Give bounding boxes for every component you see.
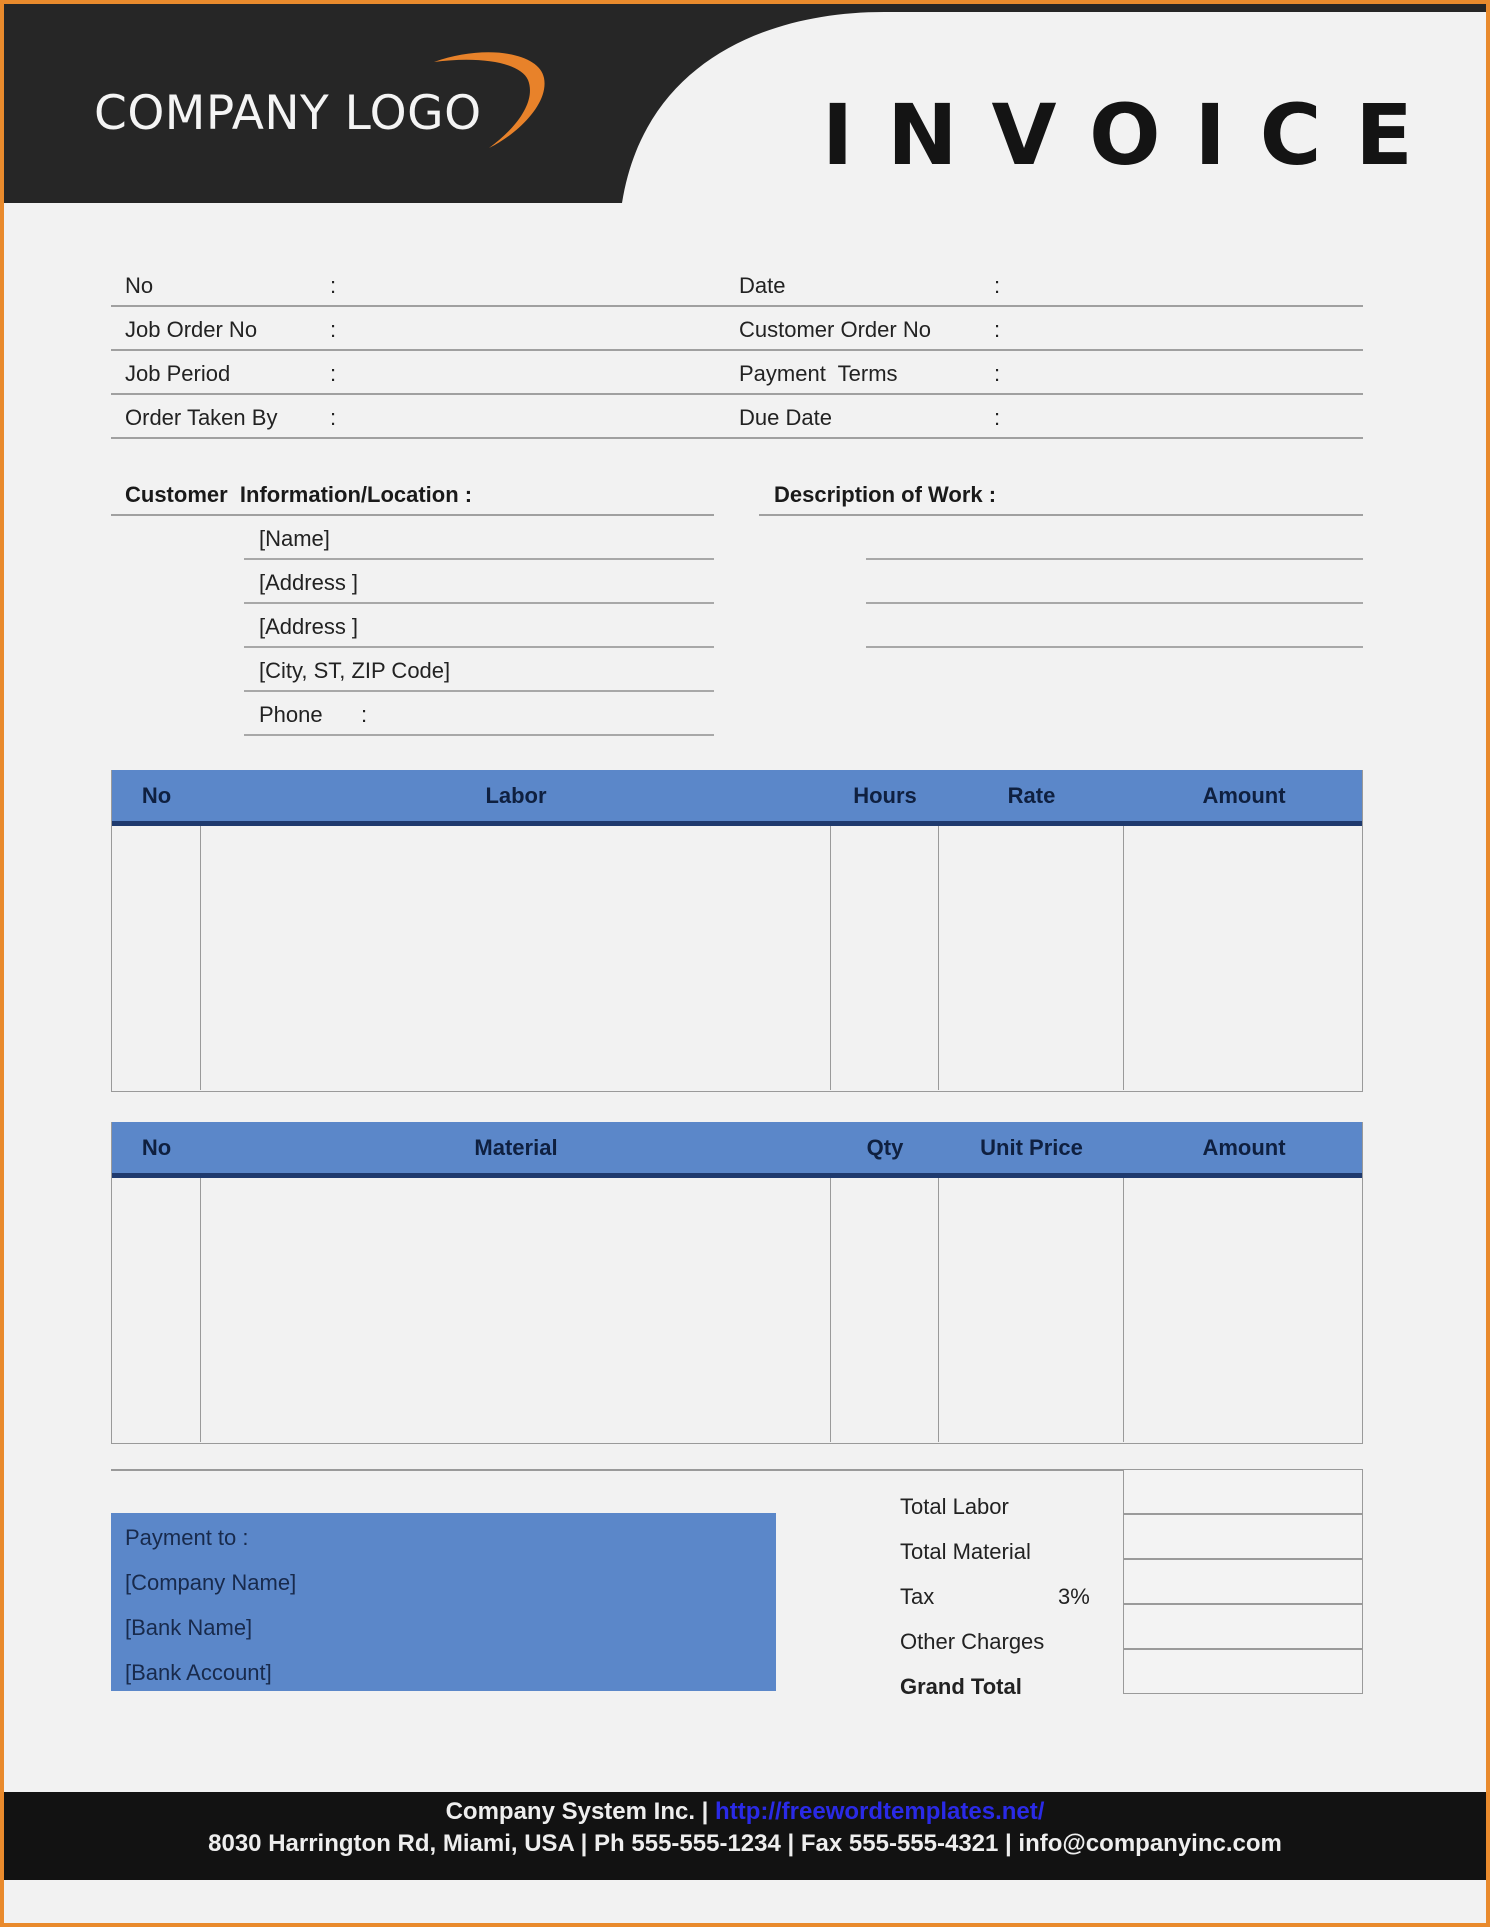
description-line-2[interactable] xyxy=(866,560,1363,604)
customer-address-text-1: [Address ] xyxy=(259,570,359,595)
labor-table xyxy=(111,770,1363,1092)
customer-info-heading xyxy=(111,472,714,516)
field-no[interactable] xyxy=(111,263,710,307)
field-label: Date xyxy=(739,273,786,298)
description-heading xyxy=(759,472,1363,516)
field-payment-terms[interactable] xyxy=(710,351,1363,395)
field-due-date[interactable] xyxy=(710,395,1363,439)
material-table-header xyxy=(112,1122,1362,1178)
field-label: Customer Order No xyxy=(739,317,931,342)
tax-label: Tax xyxy=(900,1584,935,1609)
other-charges-label: Other Charges xyxy=(900,1629,1045,1654)
field-separator: : xyxy=(994,317,1001,342)
labor-col-labor: Labor xyxy=(485,783,547,808)
total-material-value[interactable] xyxy=(1123,1514,1363,1559)
material-table xyxy=(111,1122,1363,1444)
field-separator: : xyxy=(994,405,1001,430)
labor-col-hours: Hours xyxy=(853,783,917,808)
labor-cell-no[interactable] xyxy=(112,826,201,1090)
description-line-1[interactable] xyxy=(866,516,1363,560)
field-order-taken-by[interactable] xyxy=(111,395,710,439)
tax-value[interactable] xyxy=(1123,1559,1363,1604)
labor-col-amount: Amount xyxy=(1202,783,1286,808)
field-job-period[interactable] xyxy=(111,351,710,395)
labor-table-body[interactable] xyxy=(112,826,1362,1090)
customer-name-text: [Name] xyxy=(259,526,330,551)
field-separator: : xyxy=(330,361,337,386)
customer-phone-separator: : xyxy=(361,702,368,727)
field-label: Job Period xyxy=(125,361,231,386)
field-customer-order-no[interactable] xyxy=(710,307,1363,351)
material-col-amount: Amount xyxy=(1202,1135,1286,1160)
payment-company-name: [Company Name] xyxy=(125,1570,297,1595)
material-col-qty: Qty xyxy=(866,1135,904,1160)
invoice-page xyxy=(4,4,1486,1923)
footer-line-1 xyxy=(4,1798,1486,1826)
description-heading-text: Description of Work : xyxy=(774,482,997,507)
field-separator: : xyxy=(330,317,337,342)
field-separator: : xyxy=(994,273,1001,298)
field-label: Payment Terms xyxy=(739,361,898,386)
total-labor-label: Total Labor xyxy=(900,1494,1009,1519)
labor-col-no: No xyxy=(141,783,172,808)
labor-table-header xyxy=(112,770,1362,826)
customer-address-field-1[interactable] xyxy=(244,560,714,604)
grand-total-label: Grand Total xyxy=(900,1674,1022,1699)
customer-phone-label: Phone xyxy=(259,702,323,727)
material-col-material: Material xyxy=(474,1135,558,1160)
field-separator: : xyxy=(994,361,1001,386)
payment-bank-account: [Bank Account] xyxy=(125,1660,272,1685)
field-separator: : xyxy=(330,405,337,430)
material-table-body[interactable] xyxy=(112,1178,1362,1442)
customer-name-field[interactable] xyxy=(244,516,714,560)
material-cell-unit-price[interactable] xyxy=(939,1178,1124,1442)
field-label: Due Date xyxy=(739,405,832,430)
material-col-no: No xyxy=(141,1135,172,1160)
material-cell-material[interactable] xyxy=(201,1178,831,1442)
customer-info-heading-text: Customer Information/Location : xyxy=(125,482,473,507)
labor-col-rate: Rate xyxy=(1007,783,1056,808)
grand-total-value[interactable] xyxy=(1123,1649,1363,1694)
footer-address: 8030 Harrington Rd, Miami, USA | Ph 555-555-1234 | Fax 555-555-4321 | info@companyinc.com xyxy=(208,1830,1282,1857)
payment-heading: Payment to : xyxy=(125,1525,249,1550)
footer-company: Company System Inc. | xyxy=(445,1798,716,1825)
field-date[interactable] xyxy=(710,263,1363,307)
payment-bank-name: [Bank Name] xyxy=(125,1615,253,1640)
labor-cell-rate[interactable] xyxy=(939,826,1124,1090)
logo-swoosh-icon xyxy=(424,48,574,163)
company-logo-text: COMPANY LOGO xyxy=(94,86,482,141)
customer-city-text: [City, ST, ZIP Code] xyxy=(259,658,451,683)
customer-address-field-2[interactable] xyxy=(244,604,714,648)
material-cell-no[interactable] xyxy=(112,1178,201,1442)
labor-cell-hours[interactable] xyxy=(831,826,939,1090)
footer-bar xyxy=(4,1792,1486,1880)
field-job-order-no[interactable] xyxy=(111,307,710,351)
description-line-3[interactable] xyxy=(866,604,1363,648)
material-cell-qty[interactable] xyxy=(831,1178,939,1442)
payment-info-box xyxy=(111,1513,776,1691)
field-label: Job Order No xyxy=(125,317,258,342)
tax-rate: 3% xyxy=(1058,1584,1090,1609)
field-label: Order Taken By xyxy=(125,405,278,430)
field-separator: : xyxy=(330,273,337,298)
labor-cell-labor[interactable] xyxy=(201,826,831,1090)
customer-phone-field[interactable] xyxy=(244,692,714,736)
customer-address-text-2: [Address ] xyxy=(259,614,359,639)
customer-city-field[interactable] xyxy=(244,648,714,692)
field-label: No xyxy=(125,273,154,298)
material-col-unit-price: Unit Price xyxy=(980,1135,1083,1160)
invoice-title: INVOICE xyxy=(822,86,1447,184)
total-labor-value[interactable] xyxy=(1123,1469,1363,1514)
total-material-label: Total Material xyxy=(900,1539,1031,1564)
footer-website-link[interactable]: http://freewordtemplates.net/ xyxy=(715,1798,1045,1825)
other-charges-value[interactable] xyxy=(1123,1604,1363,1649)
